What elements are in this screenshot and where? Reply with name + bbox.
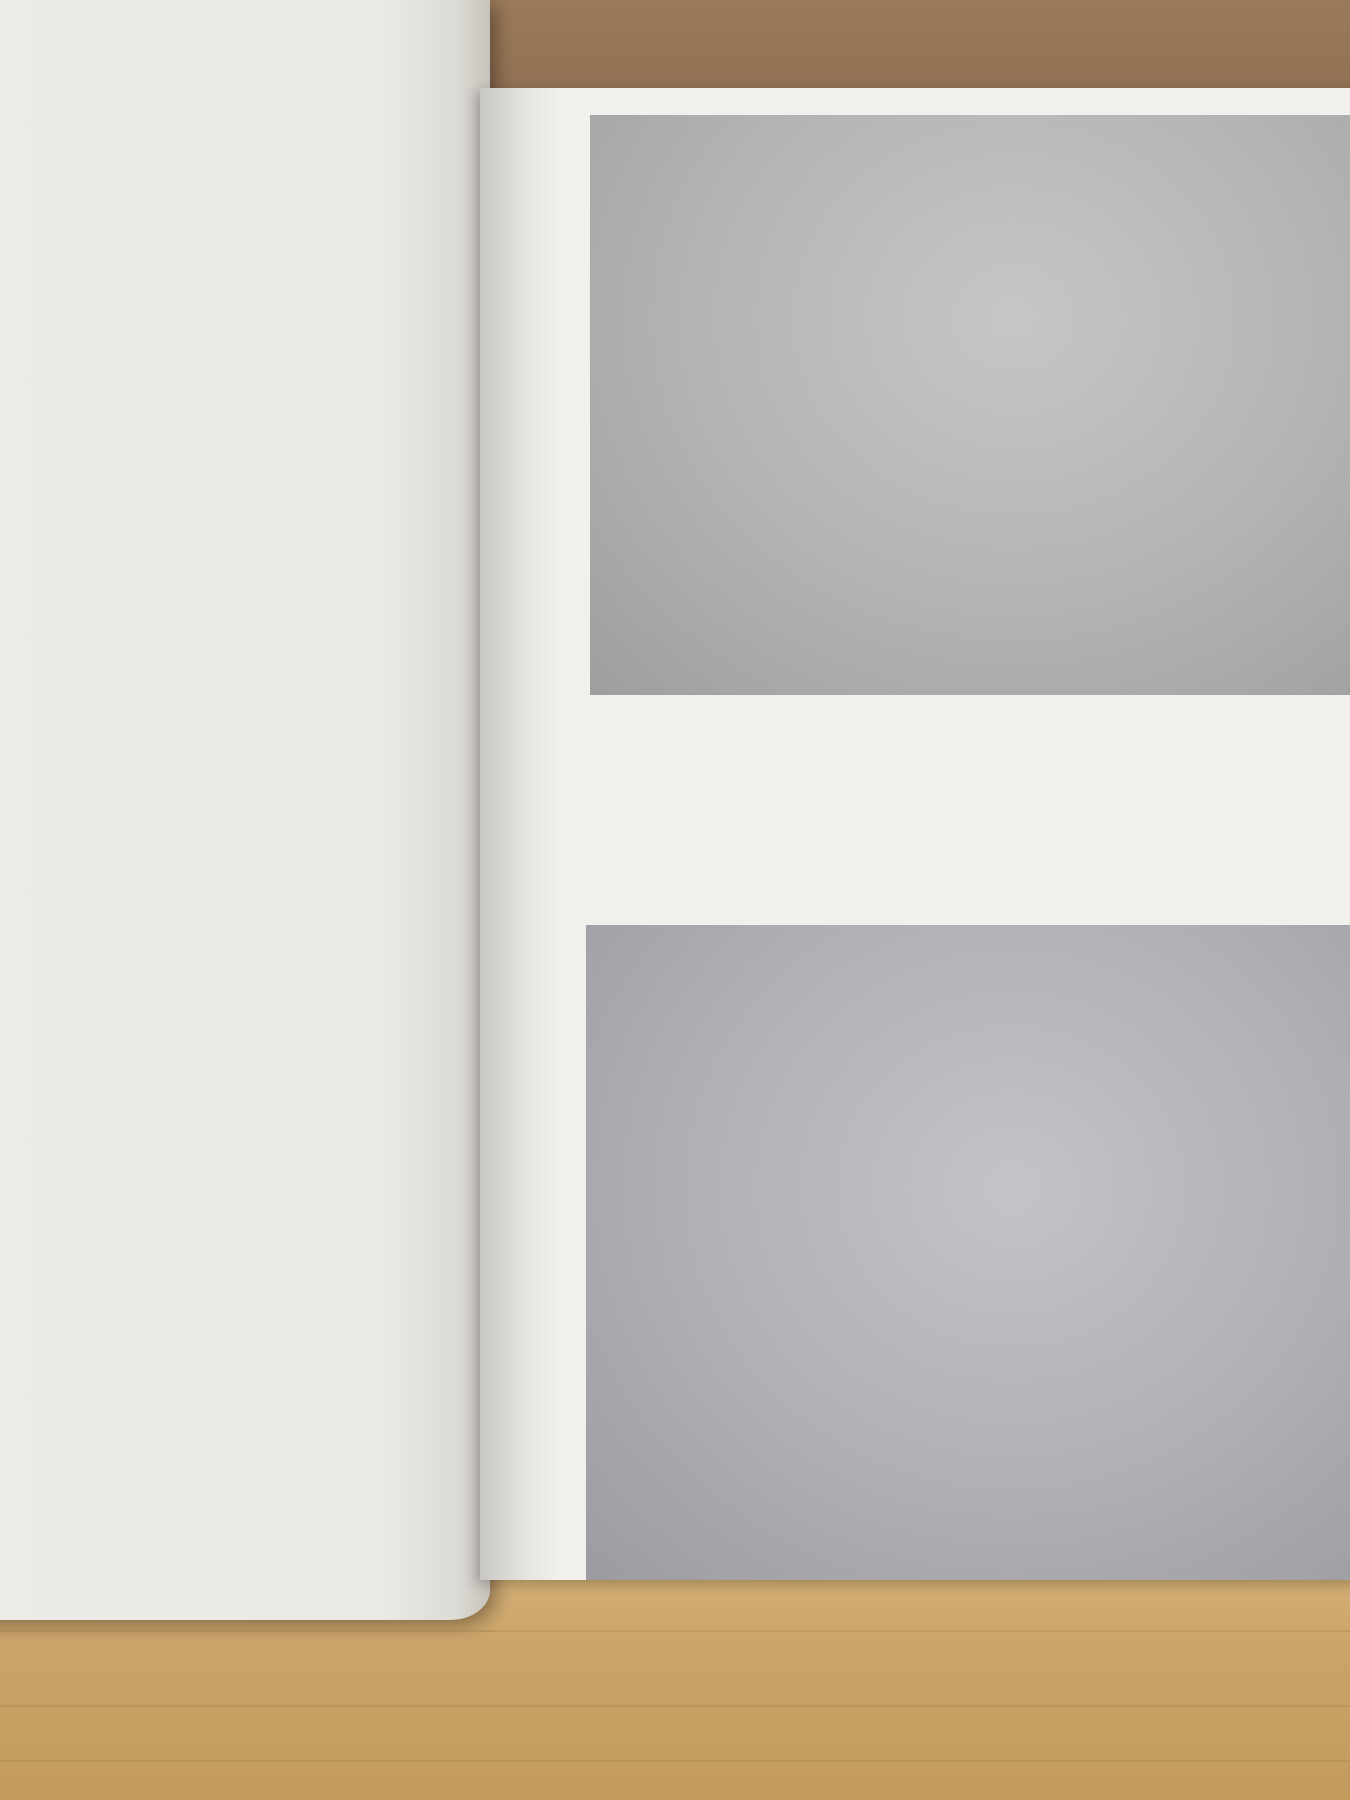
cartridge-row-top (590, 115, 1350, 695)
book-gutter (480, 88, 560, 1580)
cartridge-row-bottom (586, 925, 1350, 1580)
left-page-text (0, 0, 459, 1645)
left-page (0, 0, 490, 1620)
photo-medium-game-cartridges (590, 115, 1350, 695)
photo-big-game-cartridges (586, 925, 1350, 1580)
